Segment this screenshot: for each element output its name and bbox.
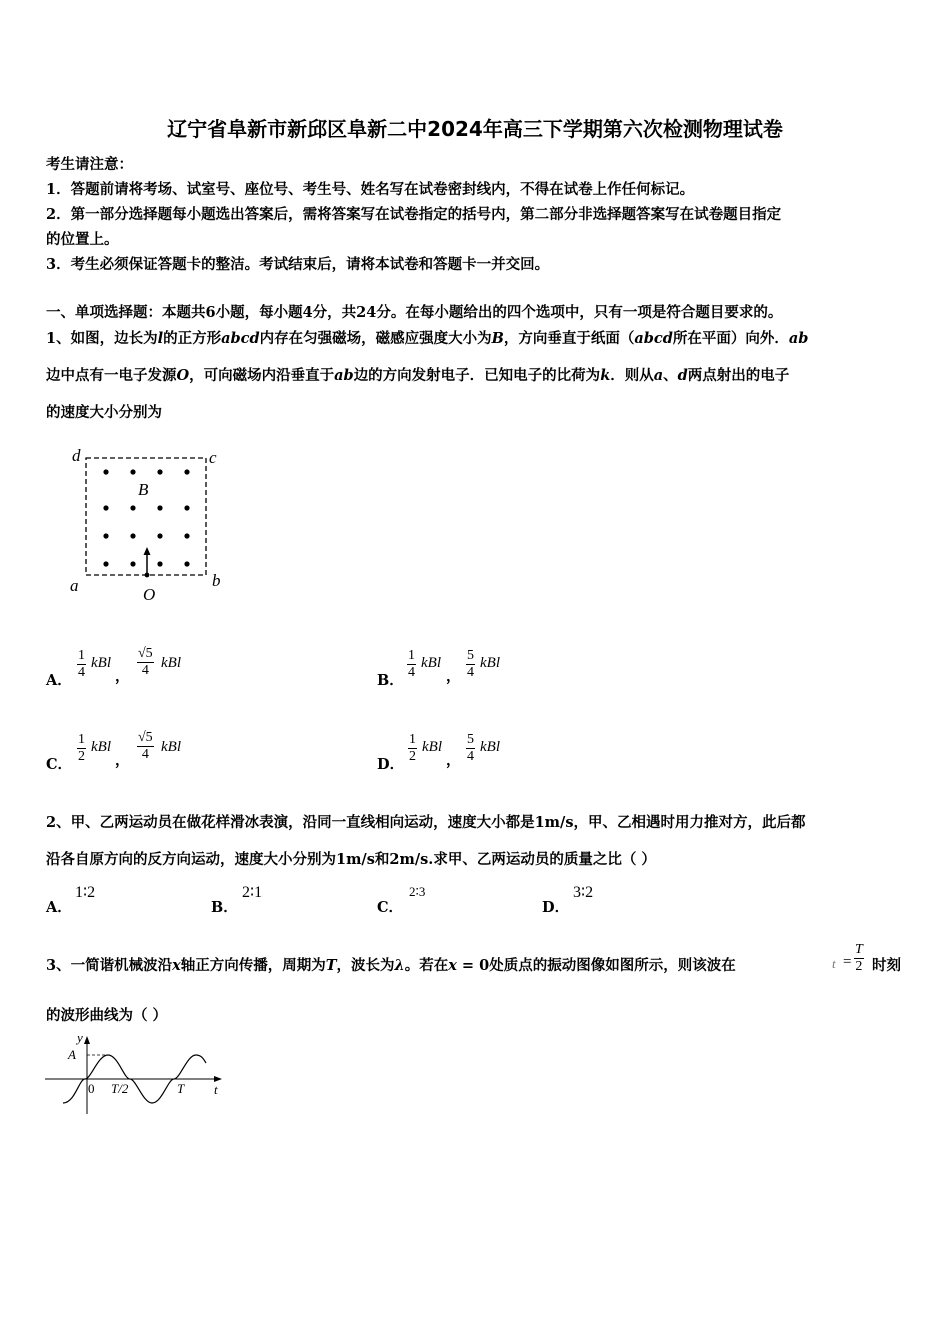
q2-option-b-value: 2∶1 bbox=[242, 884, 263, 901]
notice-item-2: 2．第一部分选择题每小题选出答案后，需将答案写在试卷指定的括号内，第二部分非选择题答案写在试卷题目指定 bbox=[46, 206, 782, 223]
corner-label-c: c bbox=[209, 448, 217, 467]
q2-line-1: 2、甲、乙两运动员在做花样滑冰表演，沿同一直线相向运动，速度大小都是1m/s，甲、乙相遇时用力推对方，此后都 bbox=[46, 814, 806, 831]
q1-option-c-frac1: $\frac{1}{2}$ bbox=[78, 732, 85, 764]
q1-option-b-term2: kBl bbox=[480, 655, 500, 671]
square-boundary bbox=[86, 458, 206, 575]
q1-option-c-frac2: $\frac{√5}{4}$ bbox=[138, 730, 153, 762]
q3-equals: = bbox=[843, 954, 852, 970]
corner-label-a: a bbox=[70, 576, 79, 595]
notice-heading: 考生请注意： bbox=[46, 156, 133, 173]
q2-option-d-label: D． bbox=[542, 899, 570, 916]
q1-option-c-sep: ， bbox=[115, 752, 130, 769]
corner-label-d: d bbox=[72, 446, 81, 465]
q3-time-var: t bbox=[832, 956, 836, 971]
q1-option-d-frac1: $\frac{1}{2}$ bbox=[409, 732, 416, 764]
q2-option-c-value: 2∶3 bbox=[409, 884, 426, 899]
q1-line-2: 边中点有一电子发源O，可向磁场内沿垂直于ab边的方向发射电子．已知电子的比荷为k．则从a、d两点射出的电子 bbox=[46, 367, 790, 384]
graph-t-label: t bbox=[214, 1082, 218, 1097]
q1-option-a-term1: kBl bbox=[91, 655, 111, 671]
q1-option-d-label: D． bbox=[377, 756, 405, 773]
q1-option-c-label: C． bbox=[46, 756, 73, 773]
page-title: 辽宁省阜新市新邱区阜新二中2024年高三下学期第六次检测物理试卷 bbox=[167, 117, 783, 141]
graph-period-label: T bbox=[177, 1081, 185, 1096]
q1-option-b-term1: kBl bbox=[421, 655, 441, 671]
graph-half-period-label: T/2 bbox=[111, 1081, 129, 1096]
notice-item-3: 3．考生必须保证答题卡的整洁。考试结束后，请将本试卷和答题卡一并交回。 bbox=[46, 256, 550, 273]
graph-y-label: y bbox=[77, 1030, 83, 1045]
q2-line-2: 沿各自原方向的反方向运动，速度大小分别为1m/s和2m/s.求甲、乙两运动员的质量之比（ ） bbox=[46, 851, 656, 868]
graph-amplitude-label: A bbox=[68, 1047, 76, 1062]
q1-option-c-term1: kBl bbox=[91, 739, 111, 755]
q1-option-c-term2: kBl bbox=[161, 739, 181, 755]
source-point bbox=[145, 573, 150, 578]
q1-line-1: 1、如图，边长为l的正方形abcd内存在匀强磁场，磁感应强度大小为B，方向垂直于纸面（abcd所在平面）向外．ab bbox=[46, 330, 809, 347]
q1-option-d-frac2: $\frac{5}{4}$ bbox=[467, 732, 474, 764]
q2-option-b-label: B． bbox=[211, 899, 238, 916]
q3-half-period-frac: $\frac{T}{2}$ bbox=[855, 942, 863, 974]
q1-option-d-sep: ， bbox=[446, 752, 461, 769]
q1-option-a-label: A． bbox=[46, 672, 72, 689]
field-label-b: B bbox=[138, 480, 149, 499]
q1-line-3: 的速度大小分别为 bbox=[46, 404, 162, 421]
q1-option-d-term2: kBl bbox=[480, 739, 500, 755]
q3-line-1: 3、一简谐机械波沿x轴正方向传播，周期为T，波长为λ。若在x = 0处质点的振动图像如图所示，则该波在 bbox=[46, 957, 736, 974]
q2-option-a-label: A． bbox=[46, 899, 72, 916]
velocity-arrow-head bbox=[144, 547, 151, 555]
notice-item-2-cont: 的位置上。 bbox=[46, 231, 119, 248]
q1-option-a-term2: kBl bbox=[161, 655, 181, 671]
q3-line-2: 的波形曲线为（ ） bbox=[46, 1007, 168, 1024]
q1-option-b-label: B． bbox=[377, 672, 404, 689]
q2-option-c-label: C． bbox=[377, 899, 404, 916]
y-axis-arrow bbox=[84, 1036, 90, 1044]
q3-vibration-graph bbox=[40, 1028, 230, 1120]
corner-label-b: b bbox=[212, 571, 221, 590]
section-heading: 一、单项选择题：本题共6小题，每小题4分，共24分。在每小题给出的四个选项中，只有一项是符合题目要求的。 bbox=[46, 304, 783, 321]
q1-square-field-figure bbox=[60, 440, 235, 605]
q2-option-d-value: 3∶2 bbox=[573, 884, 594, 901]
graph-origin-label: 0 bbox=[88, 1081, 95, 1096]
q3-line-1-end: 时刻 bbox=[872, 957, 901, 974]
q1-option-b-frac2: $\frac{5}{4}$ bbox=[467, 648, 474, 680]
q1-option-a-frac1: $\frac{1}{4}$ bbox=[78, 648, 85, 680]
q1-option-b-frac1: $\frac{1}{4}$ bbox=[408, 648, 415, 680]
q1-option-b-sep: ， bbox=[446, 668, 461, 685]
q1-option-a-frac2: $\frac{√5}{4}$ bbox=[138, 646, 153, 678]
q1-option-a-sep: ， bbox=[115, 668, 130, 685]
q1-option-d-term1: kBl bbox=[422, 739, 442, 755]
notice-item-1: 1．答题前请将考场、试室号、座位号、考生号、姓名写在试卷密封线内，不得在试卷上作任何标记。 bbox=[46, 181, 695, 198]
source-label-o: O bbox=[143, 585, 156, 604]
q2-option-a-value: 1∶2 bbox=[75, 884, 96, 901]
